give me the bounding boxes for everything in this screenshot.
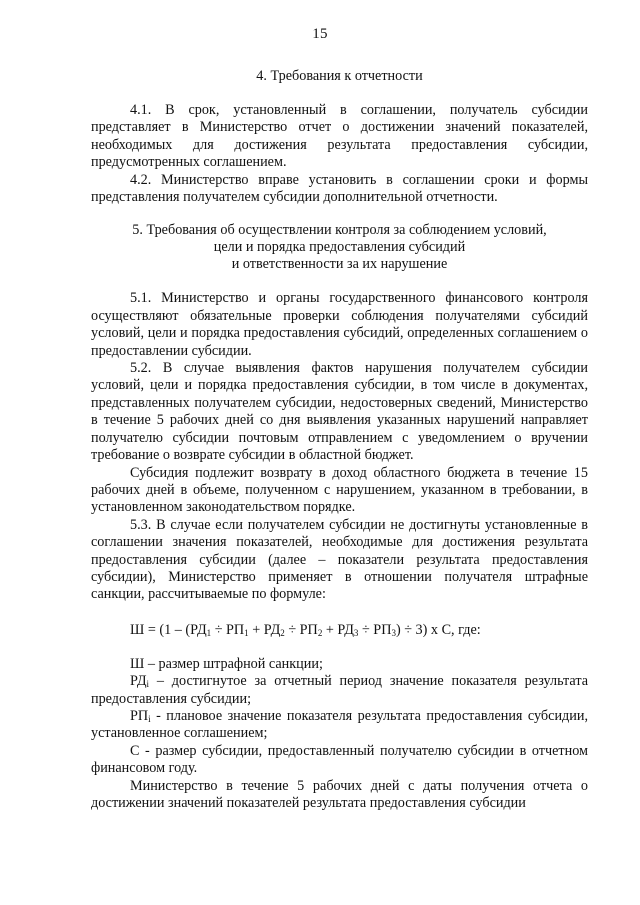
paragraph-4-1: 4.1. В срок, установленный в соглашении, получатель субсидии представляет в Министерство отчет о достижении значений показателей, необходимых для достижения результата предоставления субсидии, предусмотренных соглашением. bbox=[91, 102, 588, 171]
definition-rp: $РП_i$ - плановое значение показателя результата предоставления субсидии, установленное соглашением; bbox=[91, 707, 588, 742]
paragraph-5-1: 5.1. Министерство и органы государственного финансового контроля осуществляют обязательные проверки соблюдения получателями субсидий условий, цели и порядка предоставления субсидий, определенных соглашением о предоставлении субсидии. bbox=[91, 290, 588, 359]
section-5-heading bbox=[91, 222, 588, 273]
definition-c: С - размер субсидии, предоставленный получателю субсидии в отчетном финансовом году. bbox=[91, 742, 588, 777]
definition-sh: Ш – размер штрафной санкции; bbox=[130, 655, 323, 672]
paragraph-refund: Субсидия подлежит возврату в доход областного бюджета в течение 15 рабочих дней в объеме, полученном с нарушением, указанном в требовании, в установленном законодательством порядке. bbox=[91, 464, 588, 516]
paragraph-5-2: 5.2. В случае выявления фактов нарушения получателем субсидии условий, цели и порядка предоставления субсидии, в том числе в документах, представленных получателем субсидии, недостоверных сведений, Министерство в течение 5 рабочих дней со дня выявления указанных нарушений направляет получателю субсидии почтовым отправлением с уведомлением о вручении требование о возврате субсидии в областной бюджет. bbox=[91, 360, 588, 464]
section-5-heading-line: и ответственности за их нарушение bbox=[231, 256, 448, 273]
paragraph-4-2: 4.2. Министерство вправе установить в соглашении сроки и формы представления получателем субсидии дополнительной отчетности. bbox=[91, 171, 588, 206]
section-4-heading: 4. Требования к отчетности bbox=[256, 68, 423, 84]
definition-rd: $РД_i$ – достигнутое за отчетный период значение показателя результата предоставления субсидии; bbox=[91, 673, 588, 707]
paragraph-5-3: 5.3. В случае если получателем субсидии не достигнуты установленные в соглашении значения показателей, необходимые для достижения результата предоставления субсидии (далее – показатели результата предоставления субсидии), Министерство применяет в отношении получателя штрафные санкции, рассчитываемые по формуле: bbox=[91, 516, 588, 603]
section-5-heading-line: цели и порядка предоставления субсидий bbox=[213, 239, 466, 256]
section-5-heading-line: 5. Требования об осуществлении контроля за соблюдением условий, bbox=[132, 222, 547, 239]
document-body bbox=[91, 64, 588, 812]
penalty-formula: $Ш = (1 - (РД_1 \div РП_1 + РД_2 \div РП_2 + РД_3 \div РП_3) \div 3)$ х С, где: bbox=[130, 621, 481, 638]
paragraph-ministry-report: Министерство в течение 5 рабочих дней с даты получения отчета о достижении значений показателей результата предоставления субсидии bbox=[91, 777, 588, 811]
page-number: 15 bbox=[312, 26, 328, 42]
